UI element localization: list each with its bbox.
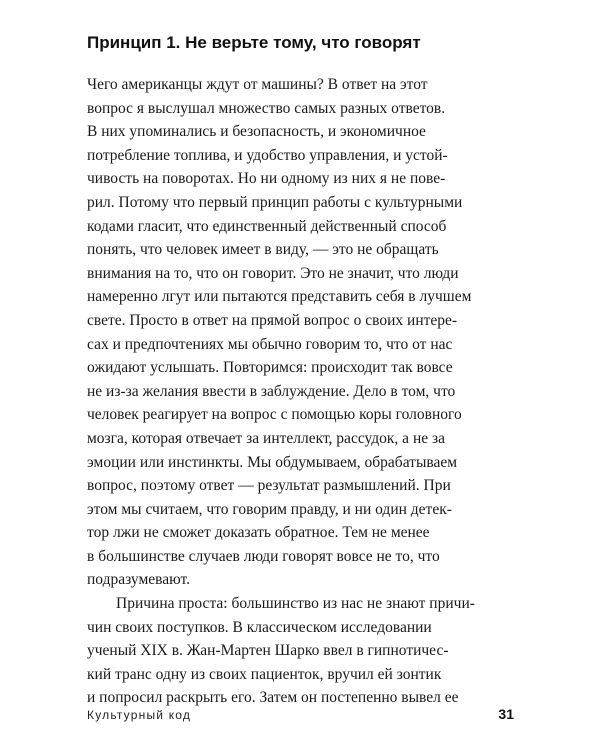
text-line: и попросил раскрыть его. Затем он постепенно вывел ее [87,689,459,707]
text-line: не из-за желания ввести в заблуждение. Дело в том, что [87,382,456,400]
running-footer-title: Культурный код [87,708,192,722]
paragraph-2 [87,592,517,710]
text-line: ожидают услышать. Повторимся: происходит так вовсе [87,359,453,377]
text-line: Чего американцы ждут от машины? В ответ на этот [87,76,428,93]
text-line: свете. Просто в ответ на прямой вопрос о своих интере- [87,311,458,329]
text-line: кодами гласит, что единственный действенный способ [87,217,447,235]
text-line: чивость на поворотах. Но ни одному из них я не пове- [87,170,446,188]
text-line: вопрос, поэтому ответ — результат размышлений. При [87,477,451,495]
text-line: в большинстве случаев люди говорят вовсе не то, что [87,547,440,565]
text-line: вопрос я выслушал множество самых разных ответов. [87,99,446,117]
text-line: Причина проста: большинство из нас не знают причи- [116,595,475,613]
text-line: мозга, которая отвечает за интеллект, рассудок, а не за [87,429,445,447]
text-line: кий транс одну из своих пациенток, вручил ей зонтик [87,665,442,683]
text-line: подразумевают. [87,571,190,589]
text-line: внимания на то, что он говорит. Это не значит, что люди [87,264,459,282]
page-number: 31 [498,706,514,722]
text-line: потребление топлива, и удобство управления, и устой- [87,146,448,164]
text-line: ученый XIX в. Жан-Мартен Шарко ввел в гипнотичес- [87,642,449,660]
text-line: намеренно лгут или пытаются представить себя в лучшем [87,288,472,306]
text-line: сах и предпочтениях мы обычно говорим то, что от нас [87,335,453,353]
paragraph-1 [87,73,517,592]
text-line: человек реагирует на вопрос с помощью коры головного [87,406,462,424]
text-line: тор лжи не сможет доказать обратное. Тем не менее [87,524,430,542]
text-line: рил. Потому что первый принцип работы с культурными [87,193,463,211]
text-line: чин своих поступков. В классическом исследовании [87,618,432,636]
text-line: эмоции или инстинкты. Мы обдумываем, обрабатываем [87,453,458,471]
text-line: понять, что человек имеет в виду, — это не обращать [87,241,439,259]
body-text [87,73,517,710]
text-line: В них упоминались и безопасность, и экономичное [87,123,426,141]
text-line: этом мы считаем, что говорим правду, и ни один детек- [87,500,452,518]
section-heading: Принцип 1. Не верьте тому, что говорят [87,33,421,52]
